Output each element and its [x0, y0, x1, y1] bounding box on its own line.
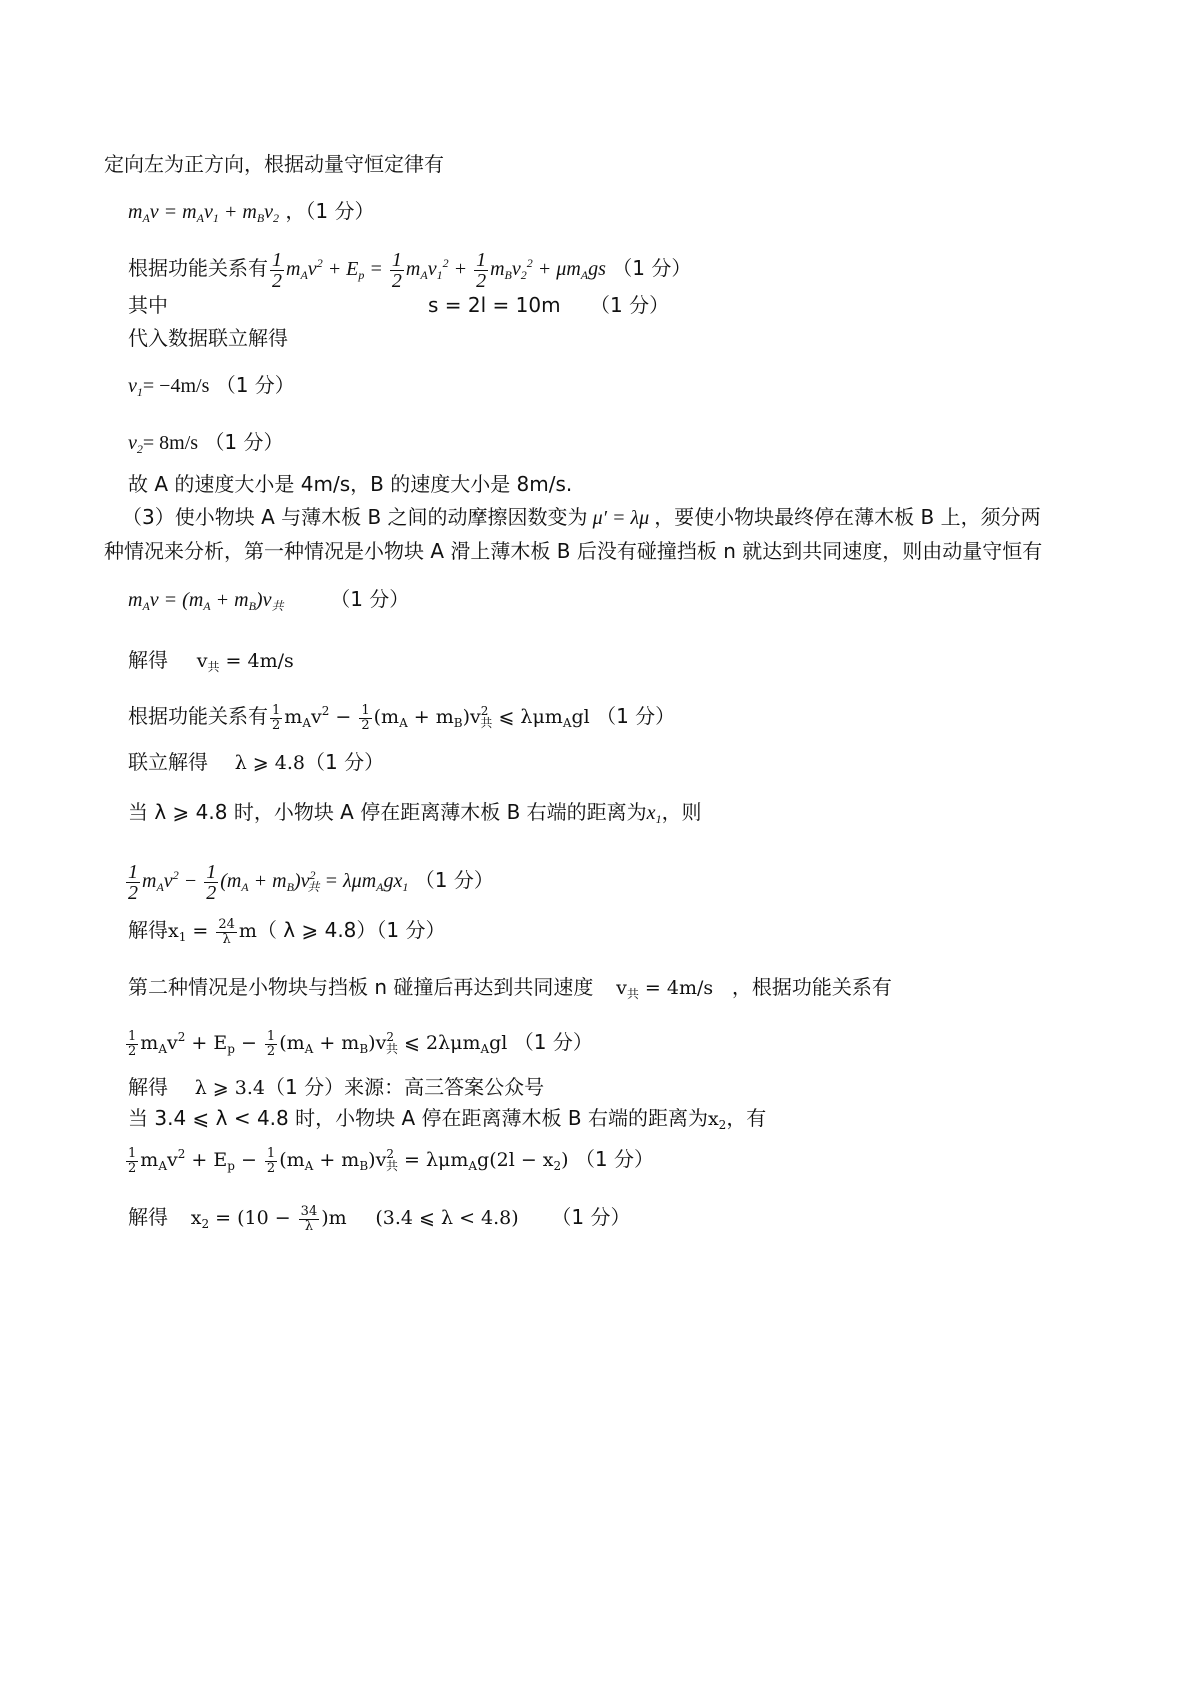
formula: $\frac{1}{2}$ $m_Av^2 + E_p$ − $\frac{1}{2}$ $(m_A + m_B)v^2_共$ ⩽ 2λμm$_A$gl — [128, 1028, 508, 1059]
inequality-energy — [128, 702, 675, 733]
equation-energy — [128, 250, 691, 291]
formula: $\frac{1}{2}$ $m_Av^2 + E_p$ = $\frac{1}{2}$ $m_Av_1^2$ + $\frac{1}{2}$ $m_Bv_2^2 + \mu m_Ags$ — [272, 249, 606, 292]
score-note: （1 分） — [574, 1147, 655, 1171]
result-lambda — [128, 748, 384, 777]
result-lambda-2 — [128, 1073, 544, 1102]
score-note: （1 分） — [414, 868, 494, 893]
score-note: （1 分） — [330, 587, 410, 611]
formula: $x_2$ — [707, 1108, 727, 1132]
text: 解得 — [128, 1075, 168, 1099]
text: 代入数据联立解得 — [128, 326, 288, 350]
paragraph-line — [128, 1104, 766, 1133]
text: 其中 — [128, 293, 168, 317]
inequality-energy-2 — [124, 1028, 593, 1059]
formula: $m_Av = (m_A + m_B)v_共$ — [128, 589, 284, 613]
value: = 4m/s — [225, 650, 294, 672]
equation-distance — [128, 291, 688, 319]
score-note: （1 分） — [590, 293, 670, 317]
paragraph-line — [104, 150, 444, 178]
paragraph-line — [104, 537, 1042, 565]
result-v2 — [128, 428, 284, 457]
score-note: （1 分） — [551, 1205, 631, 1229]
value: = −4m/s — [142, 375, 210, 397]
equation-x2 — [124, 1145, 654, 1176]
score-note: （1 分） — [513, 1030, 593, 1054]
text: 故 A 的速度大小是 4m/s，B 的速度大小是 8m/s. — [128, 472, 573, 496]
text: （3）使小物块 A 与薄木板 B 之间的动摩擦因数变为 — [122, 505, 588, 529]
score-note: （1 分） — [204, 430, 284, 454]
result-common-velocity — [128, 646, 294, 675]
score-note: （1 分） — [304, 750, 385, 774]
text: 当 λ ⩾ 4.8 时，小物块 A 停在距离薄木板 B 右端的距离为 — [128, 800, 647, 824]
text: 定向左为正方向，根据动量守恒定律有 — [104, 152, 444, 176]
equation-common-velocity — [128, 585, 409, 614]
equation-x1 — [124, 862, 494, 903]
text: 根据功能关系有 — [128, 704, 268, 728]
score-note: （1 分） — [215, 373, 295, 397]
formula: $v_共$ — [196, 650, 220, 674]
formula: s = 2l = 10m — [428, 293, 561, 317]
text: 解得 — [128, 1205, 168, 1229]
formula: $v_2$ — [128, 432, 143, 456]
paragraph-line — [122, 503, 1041, 532]
result-x1 — [128, 916, 446, 947]
value: = 4m/s — [644, 977, 714, 999]
score-note: （1 分） — [376, 918, 446, 942]
formula: $\frac{1}{2}$ $m_Av^2$ − $\frac{1}{2}$ $(m_A + m_B)v^2_共$ ⩽ λμm$_A$gl — [272, 702, 590, 733]
score-note: （1 分）来源：高三答案公众号 — [264, 1075, 545, 1099]
formula: $x_1$ = $\frac{24}{\lambda}$ — [168, 916, 235, 947]
text: 解得 — [128, 918, 168, 942]
text: 解得 — [128, 648, 168, 672]
result-x2 — [128, 1203, 631, 1234]
formula: $v_1$ — [128, 375, 143, 399]
formula: $m_Av = m_Av_1 + m_Bv_2$ — [128, 201, 280, 225]
score-note: ，（1 分） — [285, 199, 375, 223]
text: 联立解得 — [128, 750, 208, 774]
score-note: （1 分） — [596, 704, 676, 728]
condition: （ λ ⩾ 4.8） — [256, 918, 377, 942]
paragraph-line — [128, 973, 892, 1002]
text: ，根据功能关系有 — [731, 975, 892, 999]
text: 当 3.4 ⩽ λ < 4.8 时，小物块 A 停在距离薄木板 B 右端的距离为 — [128, 1106, 708, 1130]
unit: m — [238, 920, 257, 942]
paragraph-line — [128, 470, 572, 498]
text: ，有 — [726, 1106, 767, 1130]
equation-momentum — [128, 197, 375, 226]
condition: (3.4 ⩽ λ < 4.8) — [375, 1207, 519, 1229]
value: = 8m/s — [142, 432, 199, 454]
text: ，要使小物块最终停在薄木板 B 上，须分两 — [654, 505, 1041, 529]
text: 根据功能关系有 — [128, 256, 268, 281]
formula: λ ⩾ 3.4 — [194, 1077, 265, 1099]
result-v1 — [128, 371, 295, 400]
formula: $v_共$ — [616, 977, 639, 1001]
formula: $\frac{1}{2}$ $m_Av^2$ − $\frac{1}{2}$ $(m_A + m_B)v^2_共 = \lambda\mu m_Agx_1$ — [128, 861, 409, 904]
paragraph-line — [128, 798, 702, 827]
text: 第二种情况是小物块与挡板 n 碰撞后再达到共同速度 — [128, 975, 594, 999]
formula: μ′ = λμ — [587, 507, 655, 529]
score-note: （1 分） — [612, 256, 692, 281]
formula: $x_1$ — [646, 802, 662, 826]
text: ，则 — [661, 800, 702, 824]
text: 种情况来分析，第一种情况是小物块 A 滑上薄木板 B 后没有碰撞挡板 n 就达到共同速度，则由动量守恒有 — [104, 539, 1043, 563]
paragraph-line — [128, 324, 288, 352]
formula: λ ⩾ 4.8 — [234, 752, 305, 774]
formula: $x_2 = (10$ − $\frac{34}{\lambda}$ )m — [190, 1203, 347, 1234]
formula: $\frac{1}{2}$ $m_Av^2 + E_p$ − $\frac{1}{2}$ $(m_A + m_B)v^2_共 = \lambda\mu m_Ag(2l - x_2)$ — [128, 1145, 569, 1176]
